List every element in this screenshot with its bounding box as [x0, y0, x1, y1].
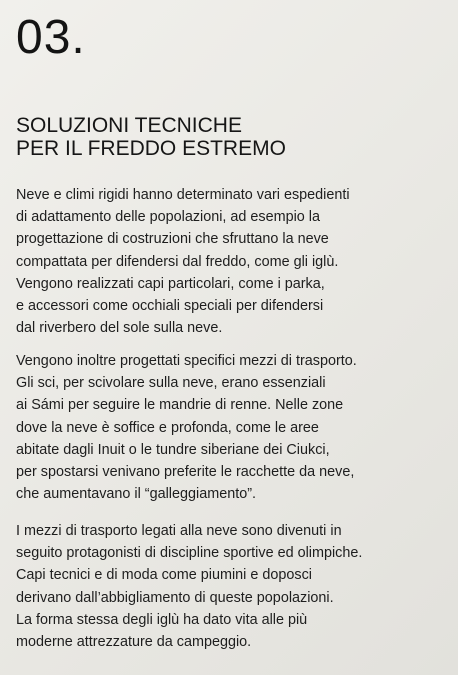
- text-line: e accessori come occhiali speciali per difendersi: [16, 298, 324, 315]
- title-line: PER IL FREDDO ESTREMO: [16, 137, 286, 160]
- text-line: che aumentavano il “galleggiamento”.: [16, 486, 256, 503]
- text-line: di adattamento delle popolazioni, ad esempio la: [16, 209, 321, 226]
- paragraph-3: [16, 520, 448, 653]
- text-line: progettazione di costruzioni che sfruttano la neve: [16, 231, 329, 248]
- text-line: per spostarsi venivano preferite le racchette da neve,: [16, 464, 355, 481]
- text-line: La forma stessa degli iglù ha dato vita alle più: [16, 611, 308, 628]
- text-line: Vengono realizzati capi particolari, come i parka,: [16, 275, 325, 292]
- text-line: dove la neve è soffice e profonda, come le aree: [16, 419, 319, 436]
- text-line: dal riverbero del sole sulla neve.: [16, 320, 223, 337]
- section-title: [16, 114, 286, 160]
- text-line: Capi tecnici e di moda come piumini e doposci: [16, 567, 312, 584]
- text-line: Neve e climi rigidi hanno determinato vari espedienti: [16, 187, 350, 203]
- text-line: Gli sci, per scivolare sulla neve, erano essenziali: [16, 375, 326, 392]
- text-line: abitate dagli Inuit o le tundre siberiane dei Ciukci,: [16, 441, 330, 458]
- text-line: derivano dall’abbigliamento di queste popolazioni.: [16, 589, 334, 606]
- text-line: seguito protagonisti di discipline sportive ed olimpiche.: [16, 545, 363, 562]
- paragraph-1: [16, 184, 448, 339]
- section-number: 03.: [16, 11, 86, 64]
- text-line: I mezzi di trasporto legati alla neve sono divenuti in: [16, 523, 342, 539]
- text-line: compattata per difendersi dal freddo, come gli iglù.: [16, 253, 339, 270]
- paragraph-2: [16, 350, 448, 505]
- title-line: SOLUZIONI TECNICHE: [16, 114, 242, 137]
- text-line: moderne attrezzature da campeggio.: [16, 634, 252, 651]
- text-line: Vengono inoltre progettati specifici mezzi di trasporto.: [16, 353, 357, 369]
- text-line: ai Sámi per seguire le mandrie di renne. Nelle zone: [16, 397, 344, 414]
